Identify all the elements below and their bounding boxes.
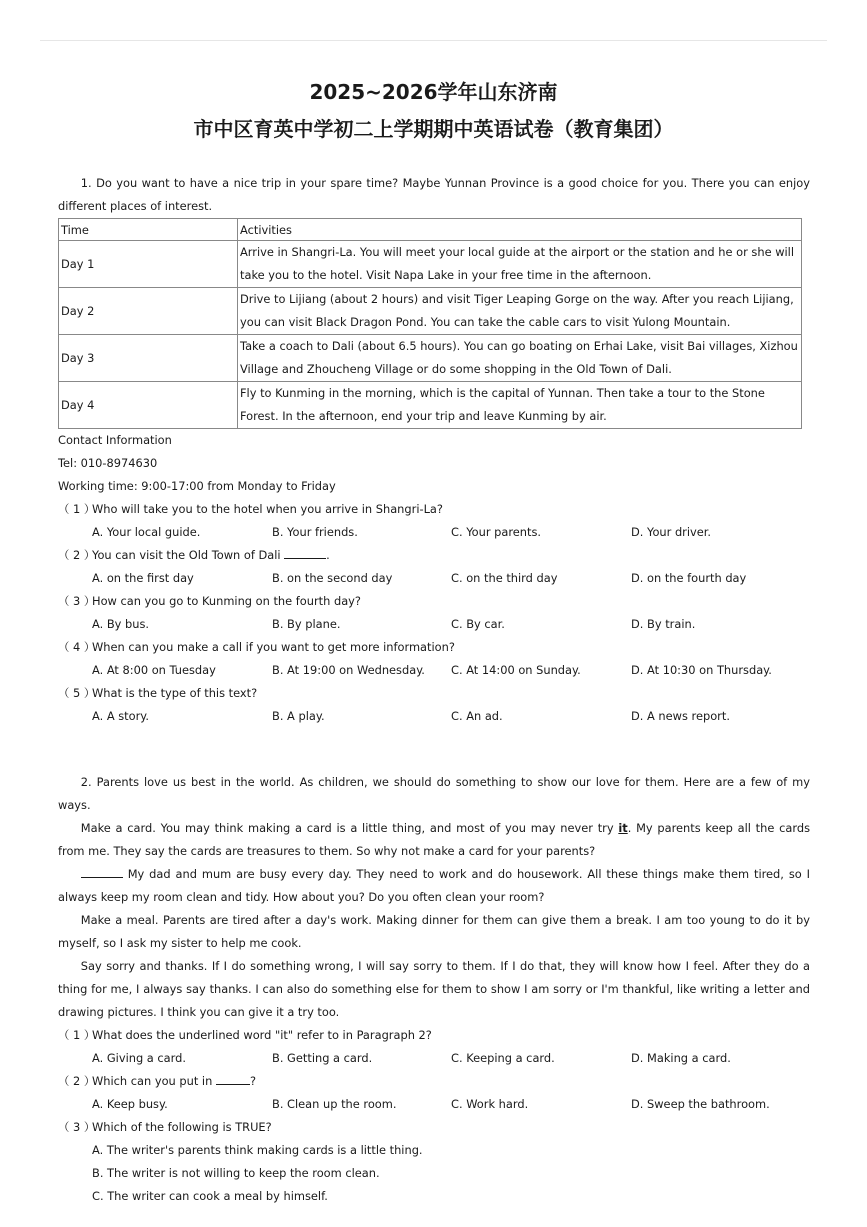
question-stem bbox=[58, 636, 810, 659]
table-cell-time: Day 4 bbox=[59, 382, 238, 429]
question-stem bbox=[58, 1024, 810, 1047]
question-text-end: . bbox=[326, 548, 330, 562]
paragraph-text: . My parents keep all the cards from me. They say the cards are treasures to them. So why not make a card for your parents? bbox=[58, 821, 811, 858]
passage2-paragraph-5: Say sorry and thanks. If I do something wrong, I will say sorry to them. If I do that, they will know how I feel. After they do a thing for me, I always say thanks. I can also do something else for them to show I am sorry or I'm thankful, like writing a letter and drawing pictures. I think you can give it a try too. bbox=[58, 959, 810, 1019]
option-row bbox=[58, 1047, 810, 1070]
question-number: （ 5 ） bbox=[58, 686, 96, 700]
top-divider bbox=[40, 40, 827, 41]
table-cell-time: Day 1 bbox=[59, 241, 238, 288]
question-number: （ 3 ） bbox=[58, 1120, 96, 1134]
passage2-paragraph-3 bbox=[58, 863, 810, 909]
option-b[interactable]: B. A play. bbox=[272, 709, 325, 723]
question-number: （ 1 ） bbox=[58, 1028, 96, 1042]
option-d[interactable]: D. At 10:30 on Thursday. bbox=[631, 663, 772, 677]
option-c[interactable]: C. on the third day bbox=[451, 571, 558, 585]
table-cell-activity: Arrive in Shangri-La. You will meet your local guide at the airport or the station and he or she will take you to the hotel. Visit Napa Lake in your free time in the afternoon. bbox=[238, 241, 802, 288]
option-b[interactable]: B. Your friends. bbox=[272, 525, 358, 539]
option-b[interactable]: B. At 19:00 on Wednesday. bbox=[272, 663, 425, 677]
table-header-activities: Activities bbox=[238, 219, 802, 241]
answer-blank bbox=[284, 546, 326, 559]
table-row bbox=[59, 335, 802, 382]
table-cell-activity: Drive to Lijiang (about 2 hours) and visit Tiger Leaping Gorge on the way. After you reach Lijiang, you can visit Black Dragon Pond. You can take the cable cars to visit Yulong Mountain. bbox=[238, 288, 802, 335]
passage2-paragraph-1: 2. Parents love us best in the world. As children, we should do something to show our love for them. Here are a few of my ways. bbox=[58, 775, 810, 812]
option-row bbox=[58, 521, 810, 544]
section-gap bbox=[58, 728, 810, 771]
question-stem bbox=[58, 1070, 810, 1093]
option-a[interactable]: A. Your local guide. bbox=[92, 525, 201, 539]
exam-content bbox=[58, 172, 810, 1208]
passage1-intro: 1. Do you want to have a nice trip in your spare time? Maybe Yunnan Province is a good choice for you. There you can enjoy different places of interest. bbox=[58, 176, 810, 213]
question-text-end: ? bbox=[249, 1074, 256, 1088]
table-cell-activity: Take a coach to Dali (about 6.5 hours). You can go boating on Erhai Lake, visit Bai villages, Xizhou Village and Zhoucheng Village or do some shopping in the Old Town of Dali. bbox=[238, 335, 802, 382]
option-d[interactable]: D. Sweep the bathroom. bbox=[631, 1097, 770, 1111]
question-number: （ 4 ） bbox=[58, 640, 96, 654]
page-title-line2: 市中区育英中学初二上学期期中英语试卷（教育集团） bbox=[193, 117, 674, 141]
paragraph-text: Make a card. You may think making a card is a little thing, and most of you may never try bbox=[80, 821, 619, 835]
option-c[interactable]: C. Keeping a card. bbox=[451, 1051, 555, 1065]
itinerary-table bbox=[58, 218, 802, 429]
table-cell-activity: Fly to Kunming in the morning, which is the capital of Yunnan. Then take a tour to the Stone Forest. In the afternoon, end your trip and leave Kunming by air. bbox=[238, 382, 802, 429]
answer-blank bbox=[216, 1072, 250, 1085]
page-title-line1: 2025~2026学年山东济南 bbox=[309, 80, 558, 104]
paragraph-text: My dad and mum are busy every day. They need to work and do housework. All these things make them tired, so I always keep my room clean and tidy. How about you? Do you often clean your room? bbox=[58, 867, 810, 904]
underlined-word: it bbox=[618, 821, 628, 835]
question-text: Which of the following is TRUE? bbox=[92, 1120, 272, 1134]
option-d[interactable]: D. A news report. bbox=[631, 709, 730, 723]
question-text: When can you make a call if you want to get more information? bbox=[92, 640, 455, 654]
option-d[interactable]: D. Your driver. bbox=[631, 525, 712, 539]
option-row bbox=[58, 1093, 810, 1116]
option-b[interactable]: B. The writer is not willing to keep the room clean. bbox=[92, 1166, 380, 1180]
question-stem bbox=[58, 590, 810, 613]
option-row bbox=[58, 705, 810, 728]
option-row bbox=[58, 567, 810, 590]
option-b[interactable]: B. Clean up the room. bbox=[272, 1097, 397, 1111]
table-header-row bbox=[59, 219, 802, 241]
table-row bbox=[59, 241, 802, 288]
option-b[interactable]: B. By plane. bbox=[272, 617, 341, 631]
question-stem bbox=[58, 1116, 810, 1139]
option-a[interactable]: A. Keep busy. bbox=[92, 1097, 168, 1111]
option-row bbox=[58, 613, 810, 636]
question-stem bbox=[58, 682, 810, 705]
question-text: What does the underlined word "it" refer to in Paragraph 2? bbox=[92, 1028, 432, 1042]
question-text: Who will take you to the hotel when you arrive in Shangri-La? bbox=[92, 502, 443, 516]
table-row bbox=[59, 382, 802, 429]
contact-working-time: Working time: 9:00-17:00 from Monday to Friday bbox=[58, 479, 336, 493]
question-number: （ 2 ） bbox=[58, 1074, 96, 1088]
contact-heading: Contact Information bbox=[58, 433, 172, 447]
question-number: （ 2 ） bbox=[58, 548, 96, 562]
option-c[interactable]: C. Work hard. bbox=[451, 1097, 529, 1111]
option-a[interactable]: A. Giving a card. bbox=[92, 1051, 186, 1065]
contact-tel: Tel: 010-8974630 bbox=[58, 456, 158, 470]
question-stem bbox=[58, 498, 810, 521]
option-c[interactable]: C. Your parents. bbox=[451, 525, 542, 539]
question-text: What is the type of this text? bbox=[92, 686, 258, 700]
option-a[interactable]: A. By bus. bbox=[92, 617, 150, 631]
option-b[interactable]: B. Getting a card. bbox=[272, 1051, 373, 1065]
table-header-time: Time bbox=[59, 219, 238, 241]
option-d[interactable]: D. By train. bbox=[631, 617, 696, 631]
option-a[interactable]: A. on the first day bbox=[92, 571, 194, 585]
question-text: How can you go to Kunming on the fourth day? bbox=[92, 594, 361, 608]
option-a[interactable]: A. At 8:00 on Tuesday bbox=[92, 663, 216, 677]
option-row bbox=[58, 659, 810, 682]
question-number: （ 3 ） bbox=[58, 594, 96, 608]
option-b[interactable]: B. on the second day bbox=[272, 571, 393, 585]
table-cell-time: Day 3 bbox=[59, 335, 238, 382]
passage2-paragraph-2 bbox=[58, 817, 810, 863]
option-a[interactable]: A. A story. bbox=[92, 709, 150, 723]
answer-blank bbox=[81, 865, 123, 878]
table-cell-time: Day 2 bbox=[59, 288, 238, 335]
option-c[interactable]: C. At 14:00 on Sunday. bbox=[451, 663, 581, 677]
option-d[interactable]: D. Making a card. bbox=[631, 1051, 731, 1065]
option-c[interactable]: C. By car. bbox=[451, 617, 505, 631]
option-a[interactable]: A. The writer's parents think making cards is a little thing. bbox=[92, 1143, 423, 1157]
passage2-paragraph-4: Make a meal. Parents are tired after a day's work. Making dinner for them can give them a break. I am too young to do it by myself, so I ask my sister to help me cook. bbox=[58, 913, 810, 950]
option-c[interactable]: C. An ad. bbox=[451, 709, 503, 723]
option-c[interactable]: C. The writer can cook a meal by himself. bbox=[92, 1189, 328, 1203]
question-number: （ 1 ） bbox=[58, 502, 96, 516]
option-d[interactable]: D. on the fourth day bbox=[631, 571, 747, 585]
question-stem bbox=[58, 544, 810, 567]
question-text: Which can you put in bbox=[92, 1074, 216, 1088]
question-text: You can visit the Old Town of Dali bbox=[92, 548, 285, 562]
table-row bbox=[59, 288, 802, 335]
